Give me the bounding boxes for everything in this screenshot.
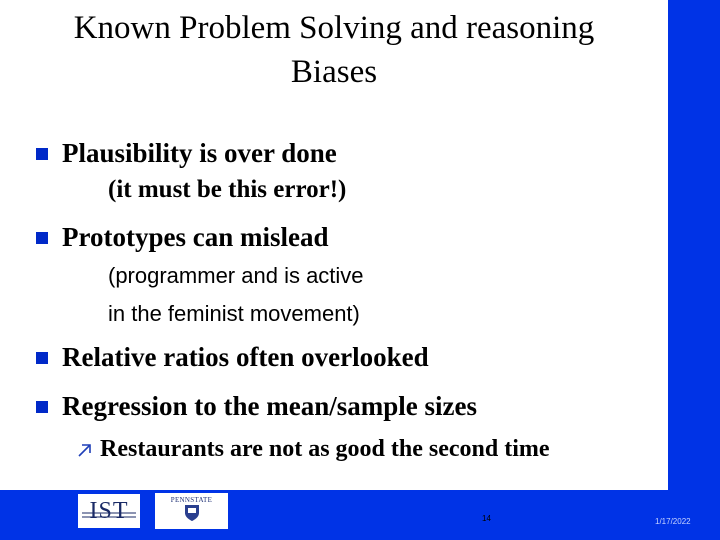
bullet-text: Relative ratios often overlooked [62,342,429,372]
slide-date: 1/17/2022 [655,517,691,526]
square-bullet-icon [36,401,48,413]
bullet-item [36,391,477,422]
title-line-2: Biases [290,54,378,90]
square-bullet-icon [36,148,48,160]
bullet-text: Plausibility is over done [62,138,337,168]
ist-logo-text: IST [89,497,129,524]
slide-title [20,6,648,94]
pennstate-logo [155,493,228,529]
side-accent-bar [668,0,720,490]
bullet-text: Regression to the mean/sample sizes [62,391,477,421]
sub-bullet-item [76,436,550,463]
bullet-item [36,222,328,253]
pennstate-logo-text: PENNSTATE [170,496,213,504]
bullet-continuation: (it must be this error!) [108,176,347,203]
bullet-text: Prototypes can mislead [62,222,329,252]
shield-icon [184,504,200,522]
bullet-item [36,342,429,373]
bullet-detail-line: (programmer and is active [108,263,364,288]
slide-number: 14 [482,514,491,523]
square-bullet-icon [36,232,48,244]
bullet-detail-line: in the feminist movement) [108,301,360,326]
sub-bullet-text: Restaurants are not as good the second time [100,436,550,462]
bullet-item [36,138,337,169]
square-bullet-icon [36,352,48,364]
title-line-1: Known Problem Solving and reasoning [73,10,595,46]
arrow-up-right-icon [76,441,94,459]
ist-logo [78,494,140,528]
